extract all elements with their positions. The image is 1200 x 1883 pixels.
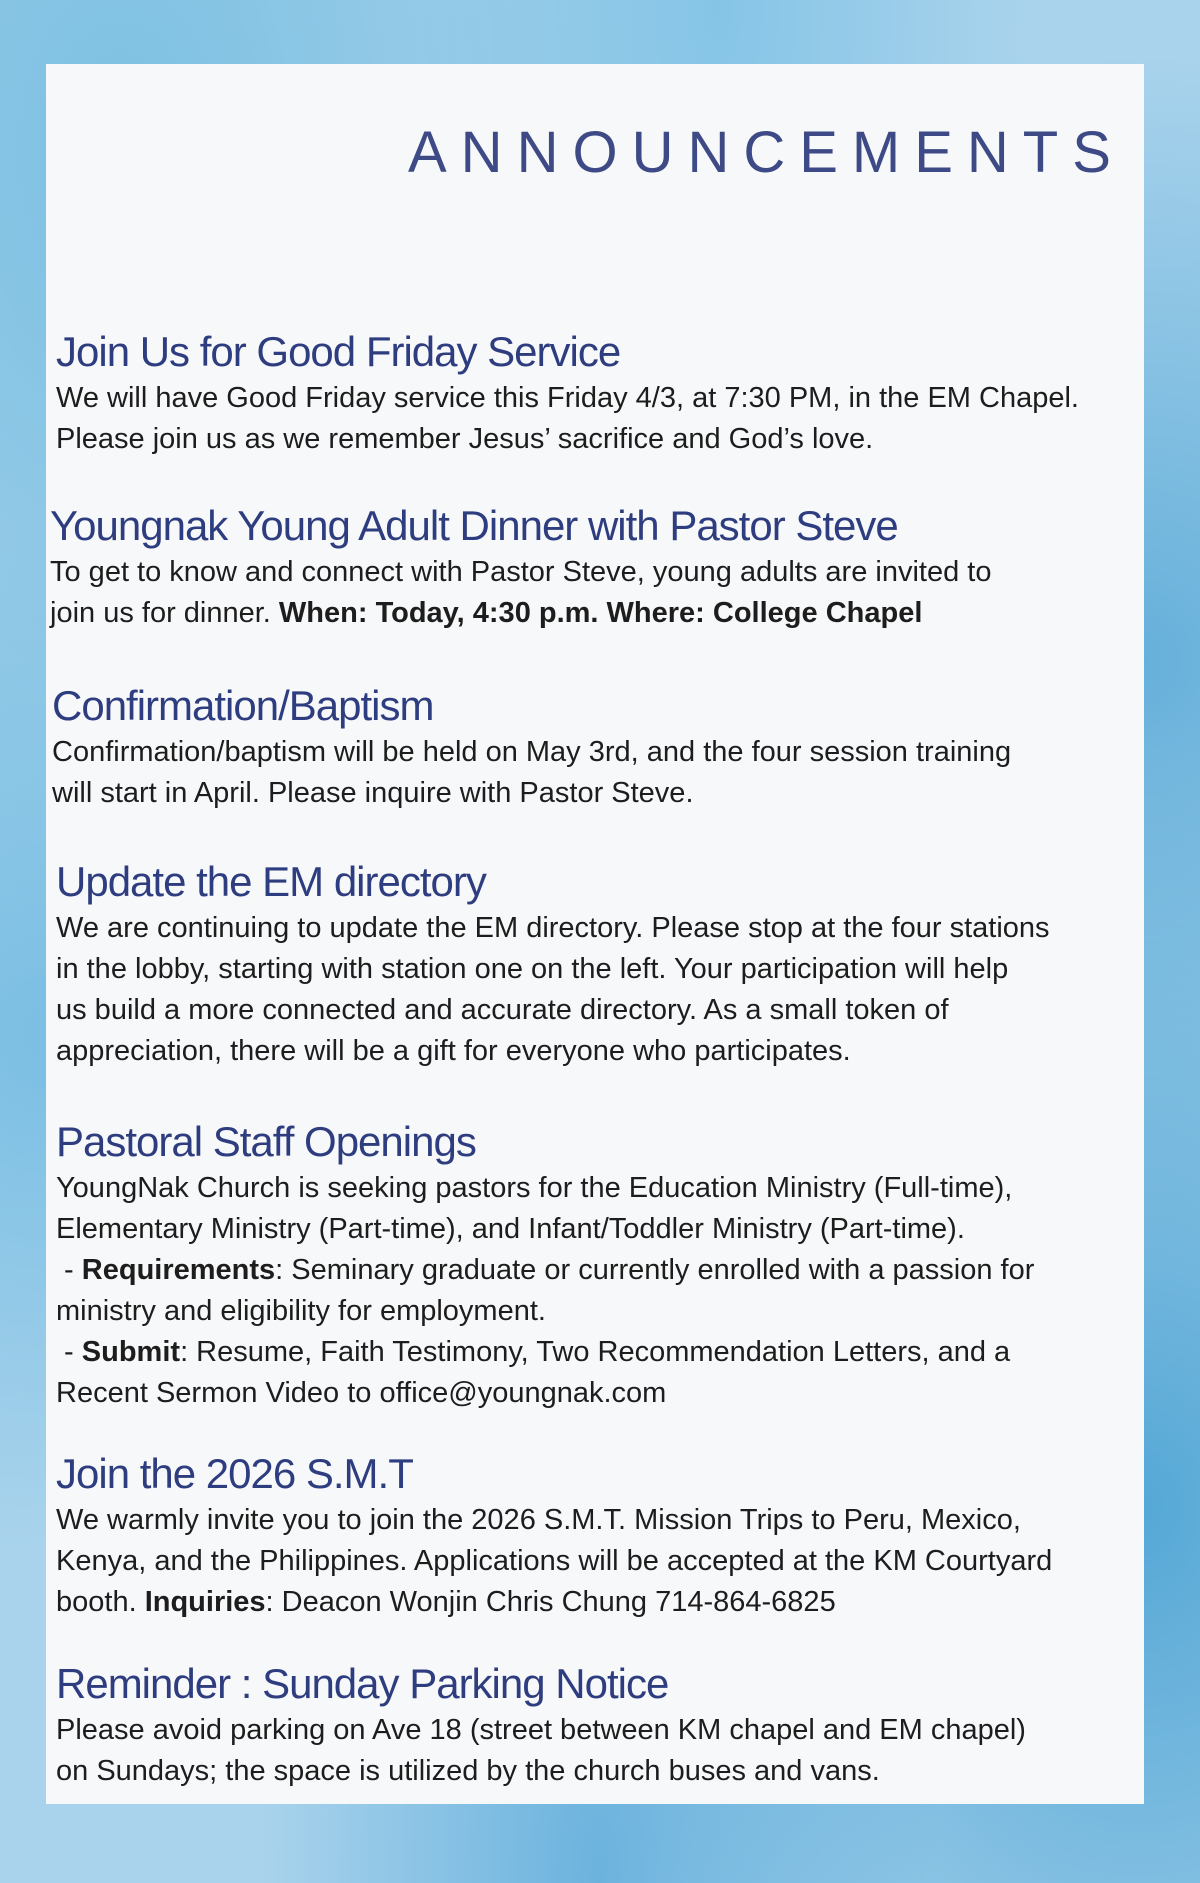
body-line [50, 593, 1130, 634]
inquiries-label: Inquiries [144, 1586, 266, 1618]
body-line: We are continuing to update the EM directory. Please stop at the four stations [56, 912, 1050, 944]
body-text: booth. [56, 1586, 145, 1618]
body-line: YoungNak Church is seeking pastors for the Education Ministry (Full-time), [56, 1172, 1013, 1204]
announcement-pastoral-openings [56, 1116, 1136, 1414]
body-line: in the lobby, starting with station one on the left. Your participation will help [56, 953, 1009, 985]
section-body [56, 1500, 1136, 1623]
when-where-text: When: Today, 4:30 p.m. Where: College Chapel [278, 597, 923, 629]
announcement-parking [56, 1658, 1136, 1792]
body-line: ministry and eligibility for employment. [56, 1295, 546, 1327]
body-line: us build a more connected and accurate directory. As a small token of [56, 994, 949, 1026]
body-text: : Resume, Faith Testimony, Two Recommendation Letters, and a [180, 1336, 1011, 1368]
body-text: join us for dinner. [50, 597, 279, 629]
body-text: : Deacon Wonjin Chris Chung 714-864-6825 [265, 1586, 836, 1618]
section-heading: Update the EM directory [56, 858, 486, 905]
body-line: Recent Sermon Video to office@youngnak.com [56, 1377, 667, 1409]
announcement-young-adult-dinner [50, 500, 1130, 634]
body-line: Kenya, and the Philippines. Applications will be accepted at the KM Courtyard [56, 1545, 1053, 1577]
section-heading: Reminder : Sunday Parking Notice [56, 1660, 669, 1707]
section-heading: Confirmation/Baptism [52, 682, 434, 729]
body-line: Confirmation/baptism will be held on May 3rd, and the four session training [52, 736, 1012, 768]
announcement-card [46, 64, 1144, 1804]
body-line: on Sundays; the space is utilized by the church buses and vans. [56, 1755, 880, 1787]
body-line [56, 1250, 1136, 1291]
section-body [56, 1168, 1136, 1414]
body-line: appreciation, there will be a gift for everyone who participates. [56, 1035, 851, 1067]
announcement-em-directory [56, 856, 1136, 1072]
body-line [56, 1332, 1136, 1373]
bullet-dash: - [56, 1254, 82, 1286]
body-line: Please avoid parking on Ave 18 (street between KM chapel and EM chapel) [56, 1714, 1026, 1746]
section-body [56, 1710, 1136, 1792]
body-line: will start in April. Please inquire with Pastor Steve. [52, 777, 694, 809]
body-text: : Seminary graduate or currently enrolled with a passion for [275, 1254, 1035, 1286]
bullet-dash: - [56, 1336, 82, 1368]
section-body [56, 908, 1136, 1072]
section-heading: Pastoral Staff Openings [56, 1118, 476, 1165]
announcement-good-friday [56, 326, 1136, 460]
page-title: ANNOUNCEMENTS [408, 120, 1125, 185]
announcement-smt [56, 1448, 1136, 1623]
submit-label: Submit [81, 1336, 181, 1368]
body-line: We will have Good Friday service this Friday 4/3, at 7:30 PM, in the EM Chapel. [56, 382, 1079, 414]
body-line: To get to know and connect with Pastor Steve, young adults are invited to [50, 556, 992, 588]
section-body [56, 378, 1136, 460]
announcement-confirmation [52, 680, 1132, 814]
body-line: Elementary Ministry (Part-time), and Infant/Toddler Ministry (Part-time). [56, 1213, 965, 1245]
section-heading: Youngnak Young Adult Dinner with Pastor Steve [50, 502, 898, 549]
body-line: Please join us as we remember Jesus’ sacrifice and God’s love. [56, 423, 874, 455]
body-line: We warmly invite you to join the 2026 S.M.T. Mission Trips to Peru, Mexico, [56, 1504, 1021, 1536]
section-body [50, 552, 1130, 634]
body-line [56, 1582, 1136, 1623]
section-heading: Join the 2026 S.M.T [56, 1450, 413, 1497]
section-body [52, 732, 1132, 814]
section-heading: Join Us for Good Friday Service [56, 328, 621, 375]
requirements-label: Requirements [81, 1254, 276, 1286]
